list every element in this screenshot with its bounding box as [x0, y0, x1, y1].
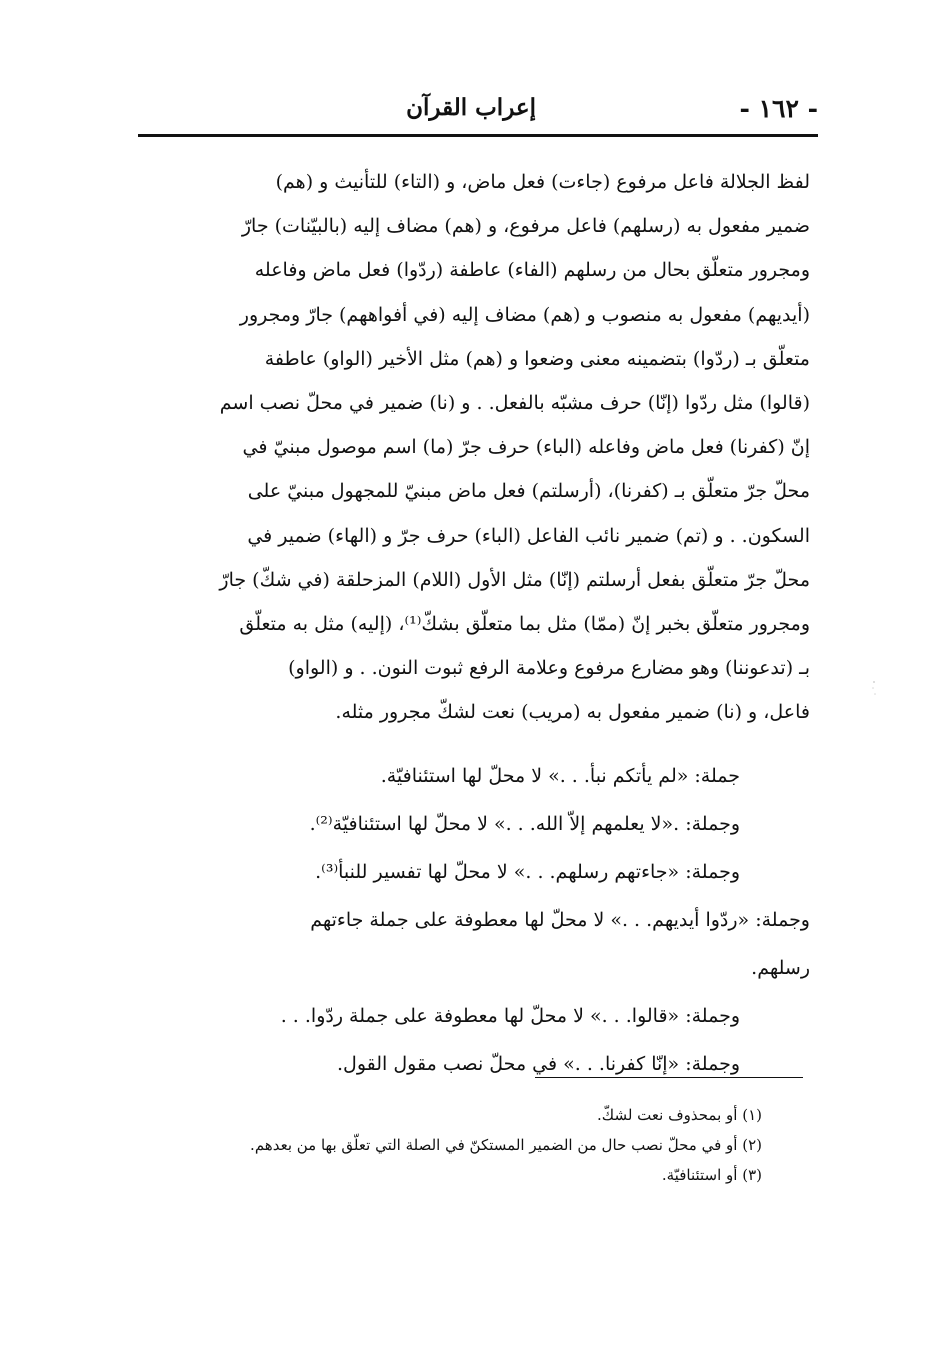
body-line: ومجرور متعلّق بخبر إنّ (ممّا) مثل بما متعلّق بشكّ⁽¹⁾، (إليه) مثل به متعلّق	[239, 613, 810, 636]
sentence-item: وجملة: «قالوا. . .» لا محلّ لها معطوفة على جملة ردّوا. . .	[280, 1005, 740, 1027]
body-paragraph	[130, 160, 810, 735]
sentence-item: وجملة: .«لا يعلمهم إلاّ الله. . .» لا محلّ لها استئنافيّة⁽²⁾.	[309, 813, 740, 835]
sentence-item-continuation: رسلهم.	[751, 957, 810, 979]
scan-speck	[870, 678, 878, 700]
sentence-item-line: وجملة: «ردّوا أيديهم. . .» لا محلّ لها معطوفة على جملة جاءتهم	[310, 909, 810, 931]
sentence-item: وجملة: «جاءتهم رسلهم. . .» لا محلّ لها تفسير للنبأ⁽³⁾.	[315, 861, 740, 883]
header-rule	[138, 134, 818, 137]
book-title: إعراب القرآن	[406, 94, 536, 121]
body-line: محلّ جرّ متعلّق بـ (كفرنا)، (أرسلتم) فعل ماض مبنيّ للمجهول مبنيّ على	[247, 480, 810, 503]
footnote-item: (٣) أو استئنافيّة.	[661, 1166, 762, 1184]
footnotes	[130, 1100, 810, 1190]
sentence-analysis-list	[130, 752, 810, 1088]
body-line: متعلّق بـ (ردّوا) بتضمينه معنى وضعوا و (هم) مثل الأخير (الواو) عاطفة	[264, 347, 810, 370]
body-line: لفظ الجلالة فاعل مرفوع (جاءت) فعل ماض، و (التاء) للتأنيث و (هم)	[275, 171, 810, 193]
running-header	[138, 88, 818, 132]
footnote-item: (٢) أو في محلّ نصب حال من الضمير المستكنّ في الصلة التي تعلّق بها من بعدهم.	[250, 1136, 762, 1154]
scan-speck-icon	[870, 678, 878, 700]
sentence-item: وجملة: «إنّا كفرنا. . .» في محلّ نصب مقول القول.	[337, 1053, 740, 1075]
body-line: ضمير مفعول به (رسلهم) فاعل مرفوع، و (هم) مضاف إليه (بالبيّنات) جارّ	[241, 215, 810, 238]
body-line: (قالوا) مثل ردّوا (إنّا) حرف مشبّه بالفعل. . و (نا) ضمير في محلّ نصب اسم	[219, 392, 810, 415]
sentence-item-wrapped	[130, 896, 810, 992]
sentence-item: جملة: «لم يأتكم نبأ. . .» لا محلّ لها استئنافيّة.	[380, 765, 740, 787]
body-line: السكون. . و (تم) ضمير نائب الفاعل (الباء) حرف جرّ و (الهاء) ضمير في	[247, 524, 810, 547]
body-line: بـ (تدعوننا) وهو مضارع مرفوع وعلامة الرفع ثبوت النون. . و (الواو)	[288, 657, 810, 680]
body-line: فاعل، و (نا) ضمير مفعول به (مريب) نعت لشكّ مجرور مثله.	[335, 701, 810, 724]
footnote-separator	[535, 1077, 803, 1078]
body-line: ومجرور متعلّق بحال من رسلهم (الفاء) عاطفة (ردّوا) فعل ماض وفاعله	[254, 259, 810, 282]
body-line: (أيديهم) مفعول به منصوب و (هم) مضاف إليه (في أفواههم) جارّ ومجرور	[239, 303, 810, 326]
body-line: إنّ (كفرنا) فعل ماض وفاعله (الباء) حرف جرّ (ما) اسم موصول مبنيّ في	[242, 436, 810, 459]
page-number: - ١٦٢ -	[739, 94, 818, 123]
footnote-item: (١) أو بمحذوف نعت لشكّ.	[597, 1106, 762, 1124]
body-line: محلّ جرّ متعلّق بفعل أرسلتم (إنّا) مثل الأول (اللام) المزحلقة (في شكّ) جارّ	[219, 568, 810, 591]
